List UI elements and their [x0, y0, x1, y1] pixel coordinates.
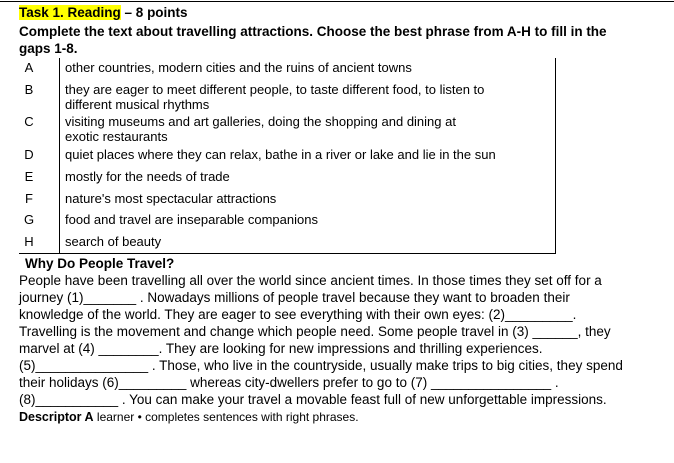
option-text-line: quiet places where they can relax, bathe in a river or lake and lie in the sun: [65, 147, 496, 162]
option-text-line: nature's most spectacular attractions: [65, 191, 277, 206]
passage-line: Travelling is the movement and change which people need. Some people travel in (3) ______, they: [19, 324, 611, 339]
option-text-line: search of beauty: [65, 234, 162, 249]
option-row: [19, 58, 556, 80]
option-text: [65, 114, 545, 144]
option-text: [65, 147, 545, 162]
passage-line: (5)_______________ . Those, who live in the countryside, usually make trips to big cities, they spend: [19, 358, 623, 373]
option-letter: F: [25, 191, 33, 206]
passage-text: [19, 272, 659, 408]
option-text: [65, 234, 545, 249]
option-text-line: exotic restaurants: [65, 129, 168, 144]
option-text: [65, 82, 545, 112]
descriptor-label: Descriptor A: [19, 410, 94, 424]
option-letter: G: [23, 212, 35, 227]
descriptor: [19, 410, 359, 424]
passage-line: marvel at (4) ________. They are looking for new impressions and thrilling experiences.: [19, 341, 543, 356]
passage-line: People have been travelling all over the world since ancient times. In those times they set off for a: [19, 273, 602, 288]
passage-line: journey (1)_______ . Nowadays millions of people travel because they want to broaden their: [19, 290, 570, 305]
passage-line: their holidays (6)_________ whereas city-dwellers prefer to go to (7) ________________ .: [19, 375, 559, 390]
instruction-line-1: Complete the text about travelling attractions. Choose the best phrase from A-H to fill in the: [19, 24, 607, 39]
option-row: [19, 112, 556, 145]
option-row: [19, 232, 556, 253]
option-text: [65, 212, 545, 227]
option-letter: B: [24, 82, 34, 97]
option-letter: D: [24, 147, 34, 162]
option-text: [65, 60, 545, 75]
passage-line: (8)___________ . You can make your travel a movable feast full of new unforgettable impressions.: [19, 392, 607, 407]
option-letter: E: [24, 169, 34, 184]
option-letter: H: [24, 234, 34, 249]
option-text: [65, 169, 545, 184]
passage-title: Why Do People Travel?: [25, 256, 175, 271]
descriptor-text: learner • completes sentences with right phrases.: [93, 410, 359, 424]
task-points: – 8 points: [120, 5, 188, 20]
option-row: [19, 145, 556, 167]
option-letter: C: [24, 114, 34, 129]
options-table: [19, 58, 556, 254]
task-title: [19, 5, 188, 20]
table-top-border: [0, 0, 674, 4]
option-text-line: mostly for the needs of trade: [65, 169, 230, 184]
task-title-highlight: Task 1. Reading: [19, 5, 121, 20]
task-instruction: [19, 23, 659, 57]
option-row: [19, 167, 556, 189]
option-text: [65, 191, 545, 206]
option-row: [19, 189, 556, 210]
option-text-line: food and travel are inseparable companions: [65, 212, 318, 227]
instruction-line-2: gaps 1-8.: [19, 41, 78, 56]
option-letter: A: [24, 60, 34, 75]
option-text-line: visiting museums and art galleries, doing the shopping and dining at: [65, 114, 456, 129]
option-text-line: other countries, modern cities and the ruins of ancient towns: [65, 60, 412, 75]
option-row: [19, 210, 556, 232]
passage-line: knowledge of the world. They are eager to see everything with their own eyes: (2)_________.: [19, 307, 577, 322]
option-row: [19, 80, 556, 112]
option-text-line: they are eager to meet different people, to taste different food, to listen to: [65, 82, 485, 97]
option-text-line: different musical rhythms: [65, 97, 210, 112]
